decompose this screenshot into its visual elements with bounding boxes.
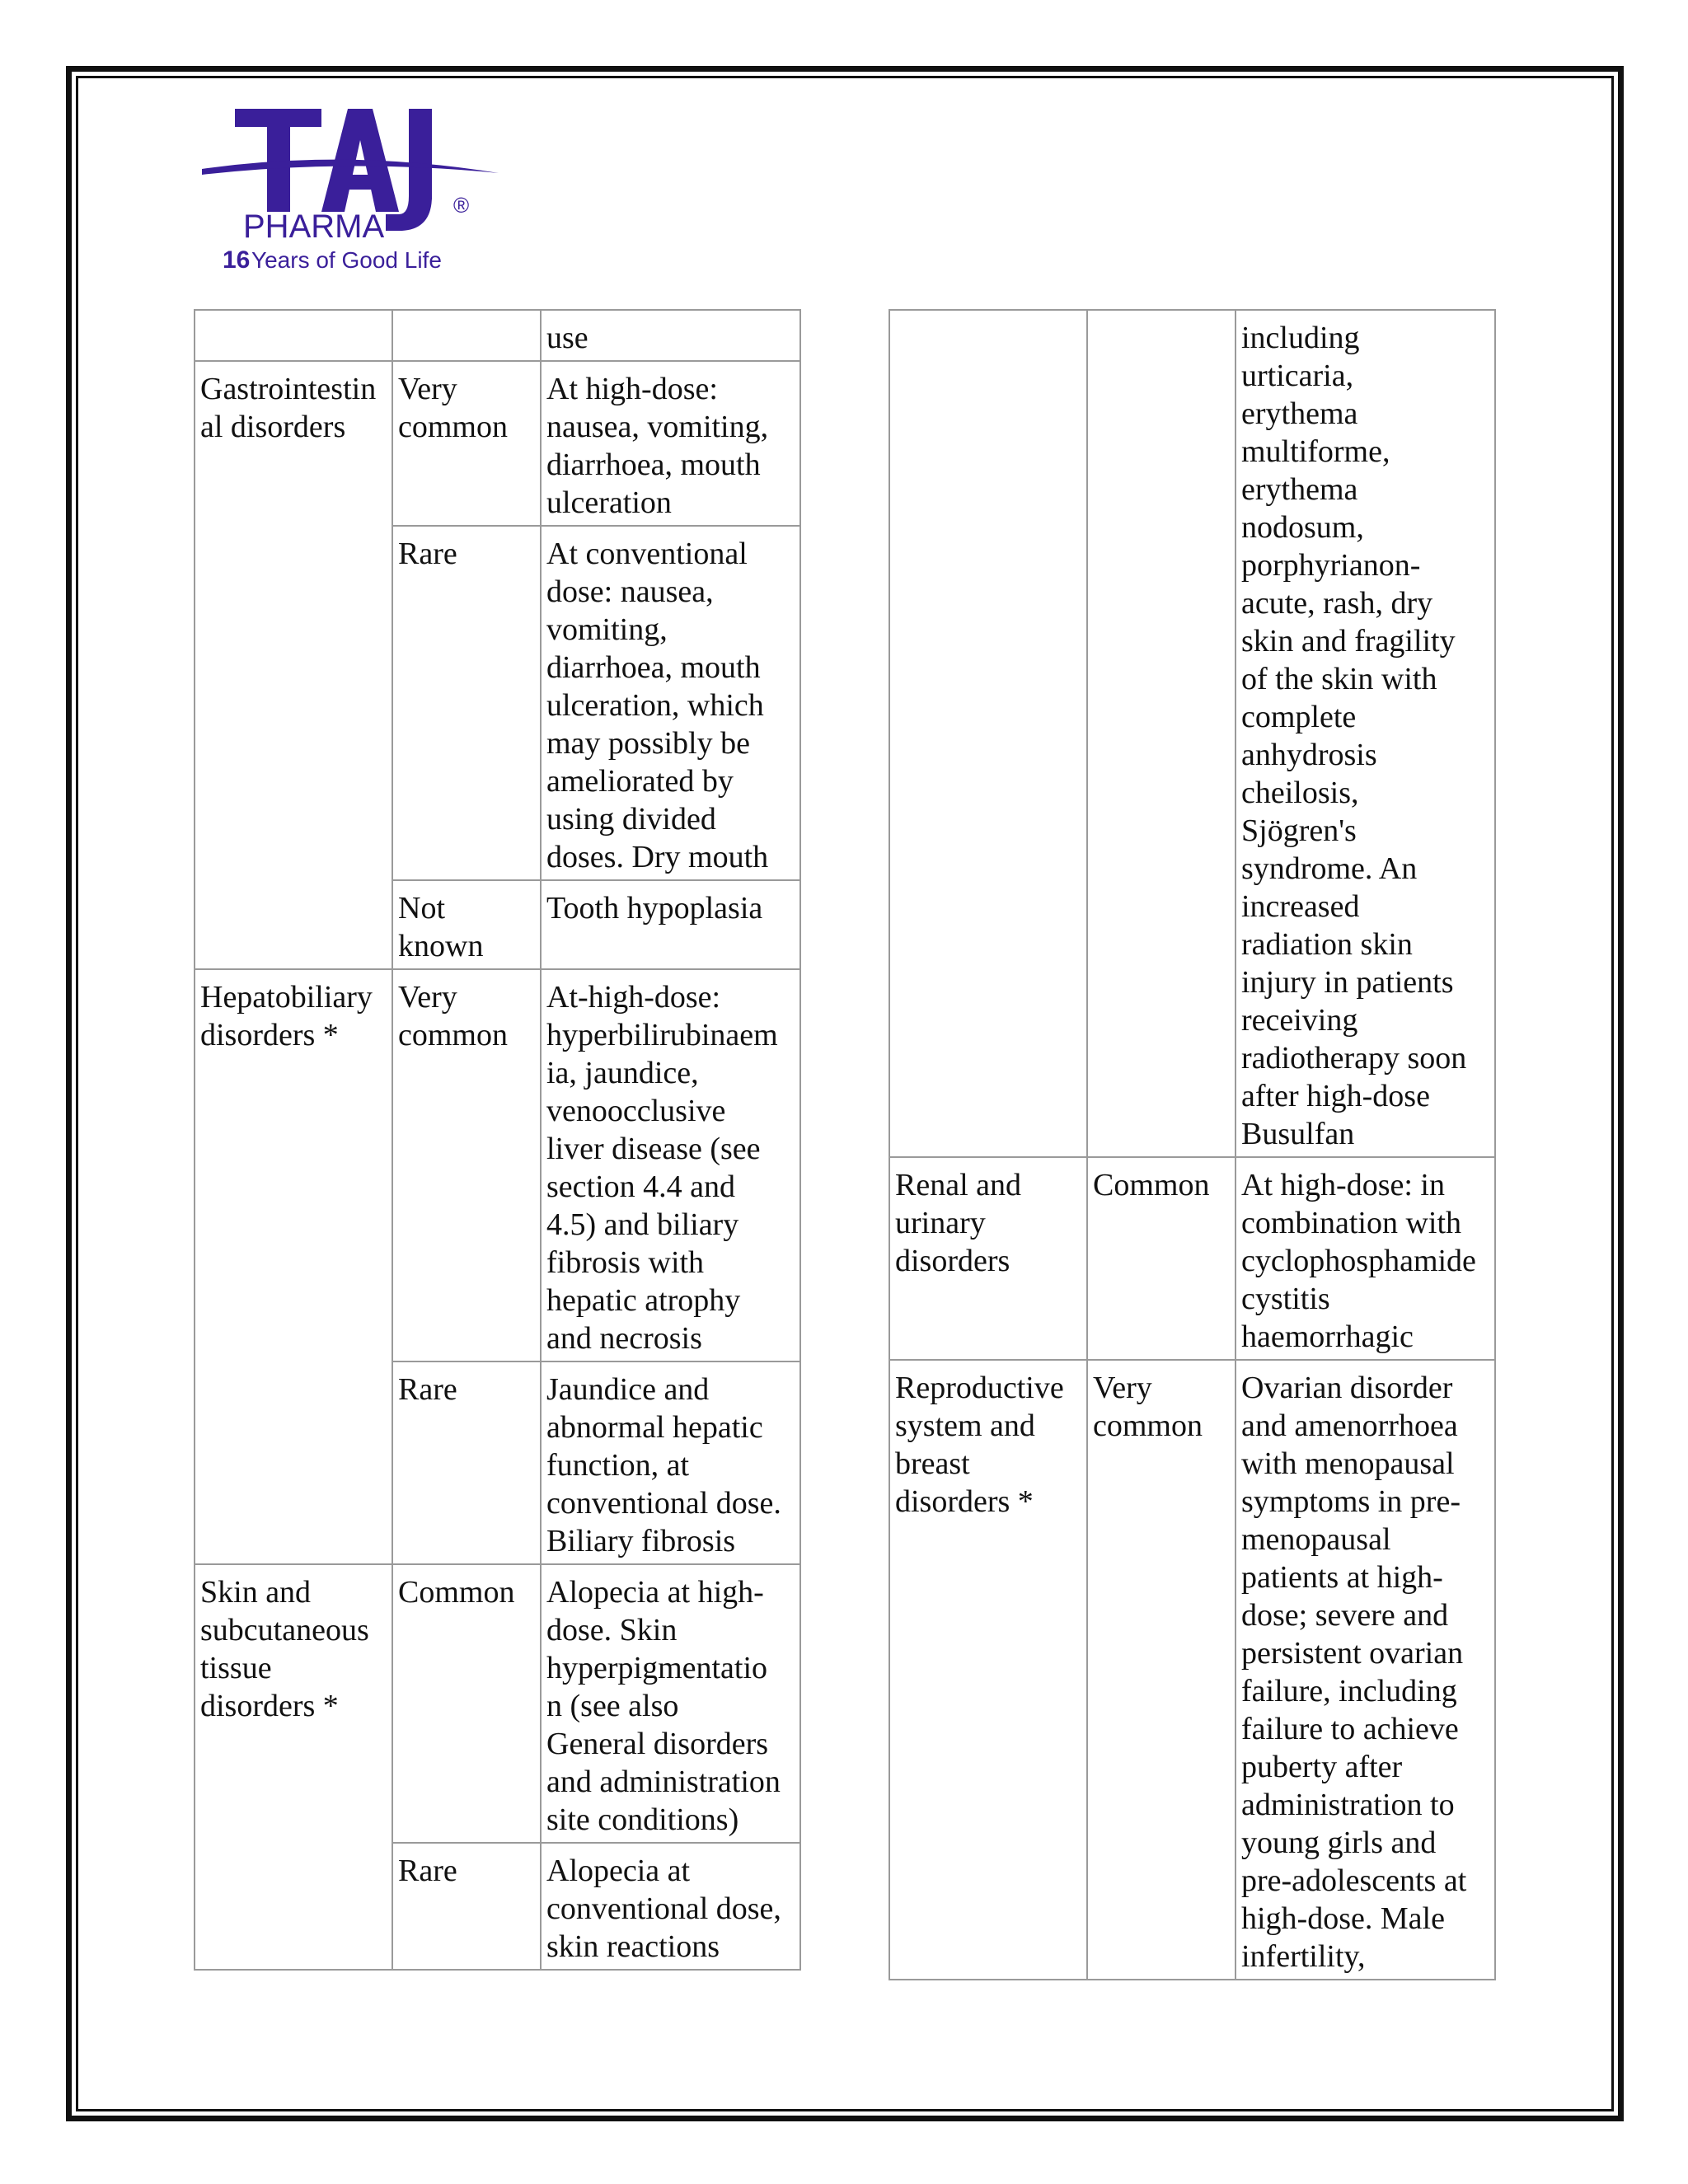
table-row [195,310,800,361]
table-row [195,1564,800,1843]
frequency-cell: Very common [392,969,541,1361]
system-organ-class-cell: Hepatobiliary disorders * [195,969,392,1564]
table-row [195,361,800,526]
adverse-reaction-cell: Alopecia at high- dose. Skin hyperpigmentatio n (see also General disorders and administration site conditions) [541,1564,800,1843]
logo-pharma-text: PHARMA [243,209,385,245]
adverse-reaction-cell: use [541,310,800,361]
frequency-cell: Common [392,1564,541,1843]
frequency-cell [1087,310,1236,1157]
adverse-reaction-cell: Jaundice and abnormal hepatic function, at conventional dose. Biliary fibrosis [541,1361,800,1564]
frequency-cell [392,310,541,361]
taj-pharma-logo [198,99,511,280]
adverse-reaction-cell: Alopecia at conventional dose, skin reactions [541,1843,800,1970]
system-organ-class-cell [195,310,392,361]
adverse-reaction-cell: Tooth hypoplasia [541,880,800,969]
table-row [889,1360,1495,1980]
adverse-reaction-cell: At high-dose: in combination with cyclophosphamide cystitis haemorrhagic [1236,1157,1495,1360]
system-organ-class-cell: Skin and subcutaneous tissue disorders * [195,1564,392,1970]
frequency-cell: Common [1087,1157,1236,1360]
frequency-cell: Rare [392,1361,541,1564]
adverse-reaction-cell: At high-dose: nausea, vomiting, diarrhoea, mouth ulceration [541,361,800,526]
adverse-reaction-cell: At-high-dose: hyperbilirubinaem ia, jaundice, venoocclusive liver disease (see section 4.4 and 4.5) and biliary fibrosis with hepatic atrophy and necrosis [541,969,800,1361]
logo-years-number: 16 [223,246,251,274]
system-organ-class-cell: Gastrointestin al disorders [195,361,392,969]
table-row [195,969,800,1361]
adverse-reaction-cell: Ovarian disorder and amenorrhoea with menopausal symptoms in pre- menopausal patients at high- dose; severe and persistent ovarian failure, including failure to achieve puberty after administration to young girls and pre-adolescents at high-dose. Male infertility, [1236,1360,1495,1980]
registered-mark: ® [453,193,470,218]
table-row [889,310,1495,1157]
frequency-cell: Rare [392,526,541,880]
adverse-reaction-cell: At conventional dose: nausea, vomiting, diarrhoea, mouth ulceration, which may possibly be ameliorated by using divided doses. Dry mouth [541,526,800,880]
adverse-effects-table-left [194,309,801,1971]
logo-tagline: Years of Good Life [251,247,442,273]
system-organ-class-cell: Reproductive system and breast disorders * [889,1360,1087,1980]
table-row [889,1157,1495,1360]
frequency-cell: Very common [392,361,541,526]
adverse-effects-table-right [889,309,1496,1980]
frequency-cell: Very common [1087,1360,1236,1980]
system-organ-class-cell [889,310,1087,1157]
adverse-reaction-cell: including urticaria, erythema multiforme, erythema nodosum, porphyrianon- acute, rash, dry skin and fragility of the skin with complete anhydrosis cheilosis, Sjögren's syndrome. An increased radiation skin injury in patients receiving radiotherapy soon after high-dose Busulfan [1236,310,1495,1157]
frequency-cell: Not known [392,880,541,969]
system-organ-class-cell: Renal and urinary disorders [889,1157,1087,1360]
frequency-cell: Rare [392,1843,541,1970]
